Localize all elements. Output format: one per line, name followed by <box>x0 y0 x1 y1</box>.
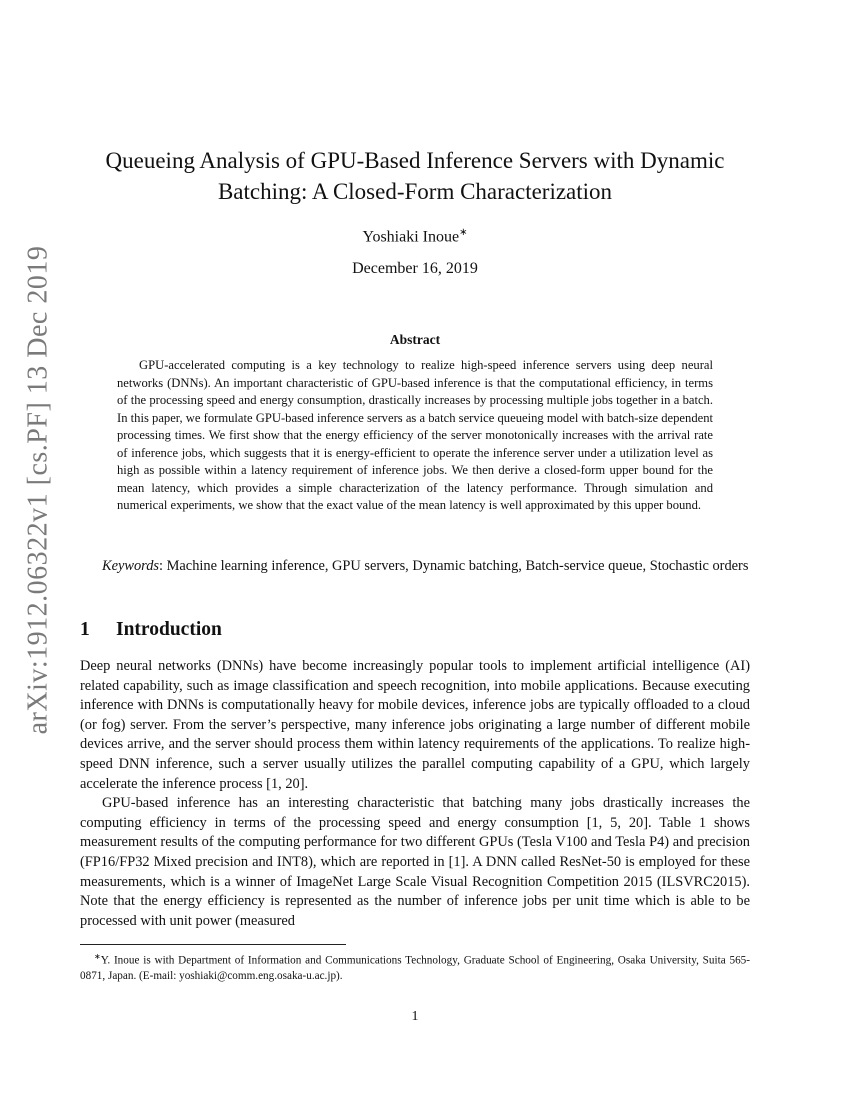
section-number: 1 <box>80 619 90 640</box>
author-name: Yoshiaki Inoue <box>362 228 460 246</box>
footnote-marker: ∗ <box>94 952 101 961</box>
body-paragraph: GPU-based inference has an interesting characteristic that batching many jobs drastically increases the computing efficiency in terms of the processing speed and energy consumption [1, 5, 20]. Table 1 shows measurement results of the computing performance for two different GPUs (Tesla V100 and Tesla P4) and precision (FP16/FP32 Mixed precision and INT8), which are reported in [1]. A DNN called ResNet-50 is employed for these measurements, which is a winner of ImageNet Large Scale Visual Recognition Competition 2015 (ILSVRC2015). Note that the energy efficiency is represented as the number of inference jobs per unit time which is able to be processed with unit power (measured <box>80 795 750 929</box>
body-paragraph: Deep neural networks (DNNs) have become increasingly popular tools to implement artificial intelligence (AI) related capability, such as image classification and speech recognition, into mobile applications. Because executing inference with DNNs is computationally heavy for mobile devices, inference jobs are typically offloaded to a cloud (or fog) server. From the server’s perspective, many inference jobs originating a large number of different mobile devices arrive, and the server should process them within latency requirements of the applications. To realize high-speed DNN inference, such a server usually utilizes the parallel computing capability of a GPU, which largely accelerate the inference process [1, 20]. <box>80 658 750 792</box>
footnote <box>80 949 750 984</box>
abstract-heading: Abstract <box>389 332 441 347</box>
author-footnote-marker: ∗ <box>459 227 468 238</box>
section-heading <box>80 619 222 641</box>
paper-date: December 16, 2019 <box>352 260 478 277</box>
author-line <box>80 227 750 246</box>
keywords-text: : Machine learning inference, GPU servers, Dynamic batching, Batch-service queue, Stochastic orders <box>159 558 749 574</box>
section-title: Introduction <box>116 619 222 640</box>
arxiv-identifier: arXiv:1912.06322v1 [cs.PF] 13 Dec 2019 <box>22 245 54 735</box>
arxiv-watermark <box>18 245 58 735</box>
paper-title: Queueing Analysis of GPU-Based Inference Servers with Dynamic Batching: A Closed-Form Characterization <box>105 148 725 204</box>
keywords-label: Keywords <box>102 558 160 574</box>
footnote-text: Y. Inoue is with Department of Information and Communications Technology, Graduate School of Engineering, Osaka University, Suita 565-0871, Japan. (E-mail: yoshiaki@comm.eng.osaka-u.ac.jp). <box>80 954 750 982</box>
page-number: 1 <box>411 1009 419 1024</box>
section-body <box>80 657 750 931</box>
footnote-rule <box>80 944 346 945</box>
abstract-text: GPU-accelerated computing is a key technology to realize high-speed inference servers using deep neural networks (DNNs). An important characteristic of GPU-based inference is that the computational efficiency, in terms of the processing speed and energy consumption, drastically increases by processing multiple jobs together in a batch. In this paper, we formulate GPU-based inference servers as a batch service queueing model with batch-size dependent processing times. We first show that the energy efficiency of the server monotonically increases with the arrival rate of inference jobs, which suggests that it is energy-efficient to operate the inference server under a utilization level as high as possible within a latency requirement of inference jobs. We then derive a closed-form upper bound for the mean latency, which provides a simple characterization of the latency performance. Through simulation and numerical experiments, we show that the exact value of the mean latency is well approximated by this upper bound. <box>117 358 713 512</box>
keywords <box>80 556 750 576</box>
